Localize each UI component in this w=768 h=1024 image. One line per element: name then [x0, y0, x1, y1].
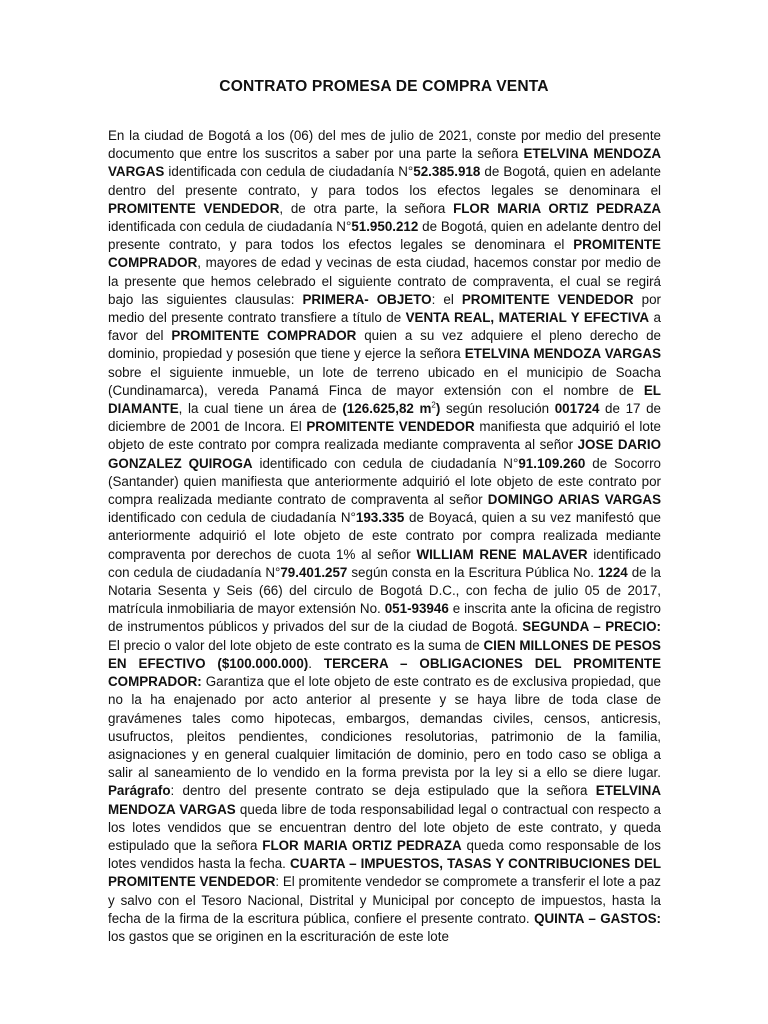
bold-text-run: 1224 — [597, 564, 628, 580]
text-run: sobre el siguiente inmueble, un lote de terreno ubicado en el municipio de Soacha (Cundinamarca), vereda Panamá Finca de mayor extensión con el nombre de — [108, 364, 661, 398]
text-run: : el — [431, 291, 462, 307]
text-run: , mayores de edad y vecinas de esta ciudad, hacemos constar por medio de la presente que hemos celebrado el siguiente contrato de compraventa, el cual se regirá bajo las siguientes clausulas: — [108, 255, 661, 307]
text-run: , la cual tiene un área de — [178, 401, 343, 417]
bold-text-run: CUARTA – IMPUESTOS, TASAS Y CONTRIBUCIONES DEL PROMITENTE VENDEDOR — [108, 856, 661, 890]
bold-text-run: FLOR MARIA ORTIZ PEDRAZA — [453, 200, 661, 216]
text-run: identificado con cedula de ciudadanía N° — [108, 546, 661, 580]
text-run: de Socorro (Santander) quien manifiesta que anteriormente adquirió el lote objeto de este contrato por compra realizada mediante contrato de compraventa al señor — [108, 455, 661, 508]
bold-text-run: 2 — [431, 400, 436, 410]
bold-text-run: 051-93946 — [384, 601, 449, 617]
text-run: El precio o valor del lote objeto de este contrato es la suma de — [108, 637, 484, 653]
bold-text-run: EL DIAMANTE — [108, 382, 661, 417]
text-run: según consta en la Escritura Pública No. — [347, 564, 598, 580]
text-run: según resolución — [440, 401, 555, 417]
bold-text-run: PROMITENTE VENDEDOR — [461, 291, 634, 307]
bold-text-run: DOMINGO ARIAS VARGAS — [487, 492, 661, 508]
text-run: Garantiza que el lote objeto de este contrato es de exclusiva propiedad, que no la ha enajenado por acto anterior al presente y se haya libre de toda clase de gravámenes tales como hipotecas, embargos, demandas civiles, censos, anticresis, usufructos, pleitos pendientes, condiciones resolutorias, patrimonio de la familia, asignaciones y en general cualquier limitación de dominio, pero en todo caso se obliga a salir al saneamiento de lo vendido en la forma prevista por la ley si a ello se diere lugar. — [108, 674, 661, 781]
text-run: identificado con cedula de ciudadanía N° — [252, 455, 519, 471]
bold-text-run: CIEN MILLONES DE PESOS EN EFECTIVO ($100.000.000) — [108, 637, 661, 671]
text-run: identificado con cedula de ciudadanía N° — [108, 510, 356, 526]
text-run: queda como responsable de los lotes vendidos hasta la fecha. — [108, 837, 662, 872]
bold-text-run: (126.625,82 m — [342, 401, 432, 417]
bold-text-run: 52.385.918 — [413, 164, 481, 180]
text-run: los gastos que se originen en la escrituración de este lote — [108, 928, 449, 944]
text-run: de Bogotá, quien en adelante dentro del presente contrato, y para todos los efectos legales se denominara el — [108, 164, 661, 198]
text-run: identificada con cedula de ciudadanía N° — [108, 219, 352, 235]
bold-text-run: PROMITENTE VENDEDOR — [306, 419, 475, 435]
text-run: . — [308, 655, 324, 671]
bold-text-run: ) — [435, 401, 441, 417]
bold-text-run: QUINTA – GASTOS: — [534, 910, 661, 926]
bold-text-run: PRIMERA- OBJETO — [302, 291, 432, 307]
text-run: de Bogotá, quien en adelante dentro del presente contrato, y para todos los efectos legales se denominara el — [108, 219, 661, 253]
bold-text-run: FLOR MARIA ORTIZ PEDRAZA — [262, 837, 462, 853]
text-run: de la Notaria Sesenta y Seis (66) del circulo de Bogotá D.C., con fecha de julio 05 de 2017, matrícula inmobiliaria de mayor extensión No. — [108, 564, 661, 617]
text-run: , de otra parte, la señora — [279, 200, 454, 216]
bold-text-run: 001724 — [554, 401, 600, 417]
text-run: queda libre de toda responsabilidad legal o contractual con respecto a los lotes vendidos que se encuentran dentro del lote objeto de este contrato, y queda estipulado que la señora — [108, 801, 662, 853]
bold-text-run: 79.401.257 — [280, 564, 348, 580]
text-run: En la ciudad de Bogotá a los (06) del mes de julio de 2021, conste por medio del presente documento que entre los suscritos a saber por una parte la señora — [108, 128, 661, 162]
bold-text-run: PROMITENTE COMPRADOR — [108, 237, 661, 271]
bold-text-run: VENTA REAL, MATERIAL Y EFECTIVA — [405, 310, 650, 326]
bold-text-run: PROMITENTE VENDEDOR — [108, 200, 280, 216]
bold-text-run: PROMITENTE COMPRADOR — [171, 328, 357, 344]
text-run: por medio del presente contrato transfiere a título de — [108, 291, 661, 326]
bold-text-run: 91.109.260 — [518, 455, 586, 471]
contract-body — [108, 127, 661, 946]
text-run: identificada con cedula de ciudadanía N° — [164, 164, 414, 180]
bold-text-run: ETELVINA MENDOZA VARGAS — [108, 783, 661, 817]
text-run: de 17 de diciembre de 2001 de Incora. El — [108, 401, 661, 435]
bold-text-run: 193.335 — [355, 510, 405, 526]
text-run: : dentro del presente contrato se deja estipulado que la señora — [170, 783, 596, 799]
text-run: quien a su vez adquiere el pleno derecho de dominio, propiedad y posesión que tiene y ejerce la señora — [108, 328, 661, 362]
text-run: de Boyacá, quien a su vez manifestó que anteriormente adquirió el lote objeto de este contrato por compra realizada mediante compraventa por derechos de cuota 1% al señor — [108, 510, 661, 562]
bold-text-run: ETELVINA MENDOZA VARGAS — [108, 146, 662, 180]
bold-text-run: ETELVINA MENDOZA VARGAS — [464, 346, 661, 362]
text-run: e inscrita ante la oficina de registro de instrumentos públicos y privados del sur de la ciudad de Bogotá. — [108, 601, 661, 635]
text-run: a favor del — [108, 310, 661, 344]
bold-text-run: Parágrafo — [108, 783, 171, 799]
document-title: CONTRATO PROMESA DE COMPRA VENTA — [219, 78, 549, 95]
bold-text-run: WILLIAM RENE MALAVER — [416, 546, 588, 562]
text-run: manifiesta que adquirió el lote objeto de este contrato por compra realizada mediante compraventa al señor — [108, 419, 661, 453]
bold-text-run: TERCERA – OBLIGACIONES DEL PROMITENTE COMPRADOR: — [108, 655, 661, 690]
bold-text-run: JOSE DARIO GONZALEZ QUIROGA — [108, 437, 661, 471]
bold-text-run: 51.950.212 — [351, 219, 419, 235]
text-run: : El promitente vendedor se compromete a transferir el lote a paz y salvo con el Tesoro Nacional, Distrital y Municipal por concepto de impuestos, hasta la fecha de la firma de la escritura pública, confiere el presente contrato. — [108, 874, 661, 926]
bold-text-run: SEGUNDA – PRECIO: — [522, 619, 662, 635]
